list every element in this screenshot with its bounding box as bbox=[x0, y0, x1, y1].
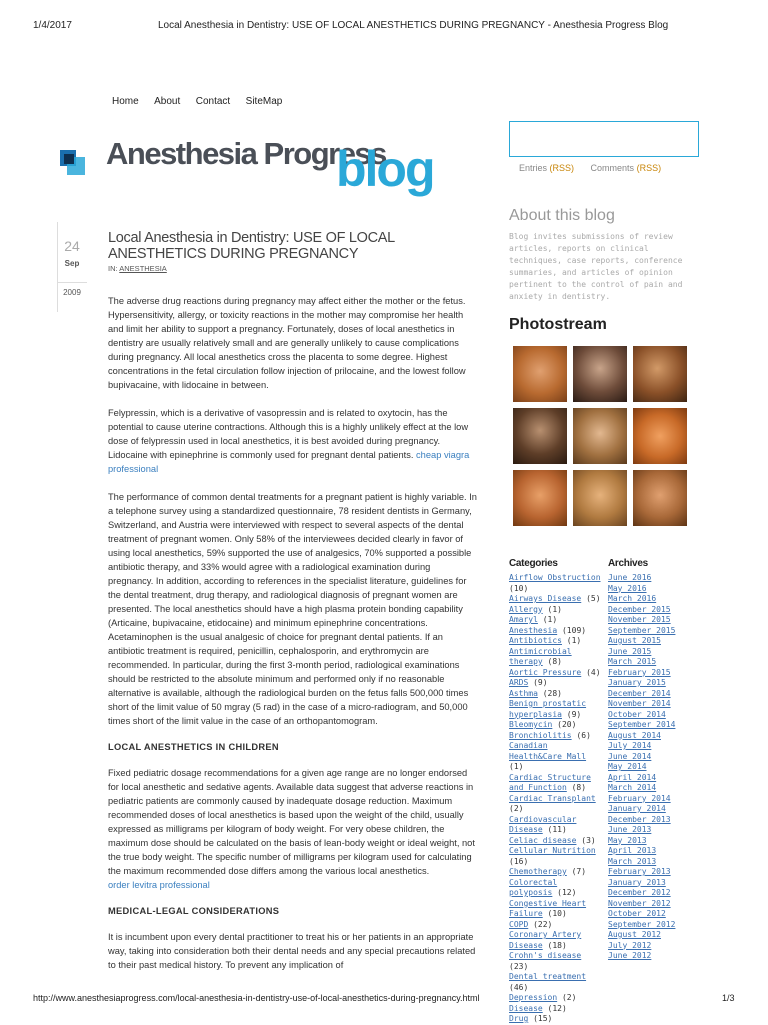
archive-link[interactable]: May 2013 bbox=[608, 835, 647, 845]
post-category-line bbox=[108, 264, 167, 273]
archive-item bbox=[608, 636, 700, 647]
category-item bbox=[509, 668, 601, 679]
category-link[interactable]: Drug bbox=[509, 1014, 529, 1023]
category-count: (4) bbox=[581, 667, 601, 677]
category-link[interactable]: Cellular Nutrition bbox=[509, 846, 596, 855]
search-input[interactable] bbox=[509, 121, 699, 157]
category-link[interactable]: Cardiovascular Disease bbox=[509, 814, 577, 834]
category-link[interactable]: Canadian Health&Care Mall bbox=[509, 741, 587, 761]
archive-item bbox=[608, 647, 700, 658]
archive-link[interactable]: November 2015 bbox=[608, 615, 671, 624]
category-count: (9) bbox=[561, 709, 582, 719]
category-link[interactable]: Aortic Pressure bbox=[509, 667, 582, 677]
category-item bbox=[509, 689, 601, 700]
archive-item bbox=[608, 878, 700, 889]
archive-link[interactable]: January 2014 bbox=[608, 804, 666, 813]
paragraph: It is incumbent upon every dental practitioner to treat his or her patients in an appropriate way, taking into consideration both their dental needs and any special precautions related to their past medical history. To prevent any implication of bbox=[108, 932, 476, 970]
category-item bbox=[509, 867, 601, 878]
logo-text[interactable]: Anesthesia Progress bbox=[106, 136, 386, 171]
photo-thumbnail[interactable] bbox=[513, 408, 567, 464]
category-count: (6) bbox=[571, 730, 591, 740]
archive-item bbox=[608, 951, 700, 962]
archive-link[interactable]: December 2013 bbox=[608, 814, 671, 824]
archive-link[interactable]: June 2014 bbox=[608, 751, 652, 761]
category-count: (20) bbox=[552, 720, 577, 729]
archive-link[interactable]: December 2015 bbox=[608, 604, 671, 614]
category-link[interactable]: Bronchiolitis bbox=[509, 730, 572, 740]
top-nav bbox=[112, 91, 293, 109]
archive-link[interactable]: March 2014 bbox=[608, 783, 657, 792]
archive-link[interactable]: August 2012 bbox=[608, 930, 661, 939]
category-count: (1) bbox=[561, 636, 582, 645]
archive-item bbox=[608, 584, 700, 595]
photo-thumbnail[interactable] bbox=[633, 470, 687, 526]
category-count: (9) bbox=[528, 678, 548, 687]
print-url: http://www.anesthesiaprogress.com/local-anesthesia-in-dentistry-use-of-local-anesthetics-during-pregnancy.html bbox=[33, 993, 480, 1003]
category-link[interactable]: Disease bbox=[509, 1003, 543, 1013]
archive-link[interactable]: May 2016 bbox=[608, 583, 647, 593]
archive-link[interactable]: February 2013 bbox=[608, 867, 671, 876]
archive-link[interactable]: January 2013 bbox=[608, 877, 666, 887]
category-count: (5) bbox=[581, 594, 601, 603]
archive-link[interactable]: February 2014 bbox=[608, 793, 671, 803]
category-item bbox=[509, 1014, 601, 1025]
category-link[interactable]: Colorectal polyposis bbox=[509, 877, 558, 897]
category-item bbox=[509, 573, 601, 594]
category-item bbox=[509, 951, 601, 972]
archive-link[interactable]: November 2014 bbox=[608, 699, 671, 708]
archive-item bbox=[608, 720, 700, 731]
archive-item bbox=[608, 920, 700, 931]
archive-item bbox=[608, 710, 700, 721]
category-item bbox=[509, 773, 601, 794]
category-count: (46) bbox=[509, 982, 529, 992]
category-link[interactable]: Cardiac Structure and Function bbox=[509, 772, 591, 792]
archive-item bbox=[608, 867, 700, 878]
print-title: Local Anesthesia in Dentistry: USE OF LOCAL ANESTHETICS DURING PREGNANCY - Anesthesia Progress Blog bbox=[158, 20, 669, 31]
archive-item bbox=[608, 857, 700, 868]
category-item bbox=[509, 594, 601, 605]
archive-item bbox=[608, 605, 700, 616]
archive-item bbox=[608, 804, 700, 815]
archive-link[interactable]: November 2012 bbox=[608, 898, 671, 908]
feed-links bbox=[519, 163, 661, 173]
category-count: (8) bbox=[566, 783, 587, 792]
photo-thumbnail[interactable] bbox=[633, 408, 687, 464]
archives-list bbox=[608, 573, 700, 962]
archive-link[interactable]: June 2015 bbox=[608, 646, 652, 656]
category-link[interactable]: COPD bbox=[509, 919, 529, 929]
category-link[interactable]: Anesthesia bbox=[509, 625, 558, 635]
category-item bbox=[509, 605, 601, 616]
archive-link[interactable]: June 2016 bbox=[608, 573, 652, 582]
archive-item bbox=[608, 825, 700, 836]
archive-item bbox=[608, 689, 700, 700]
category-count: (22) bbox=[528, 919, 553, 929]
category-count: (1) bbox=[537, 615, 558, 624]
archive-item bbox=[608, 930, 700, 941]
nav-sitemap[interactable]: SiteMap bbox=[245, 96, 283, 107]
photostream-title: Photostream bbox=[509, 316, 607, 333]
entries-rss-link[interactable]: (RSS) bbox=[549, 163, 575, 173]
category-item bbox=[509, 930, 601, 951]
archive-item bbox=[608, 762, 700, 773]
archive-link[interactable]: January 2015 bbox=[608, 678, 666, 687]
archive-link[interactable]: March 2013 bbox=[608, 856, 657, 866]
archive-item bbox=[608, 668, 700, 679]
category-item bbox=[509, 972, 601, 993]
archive-link[interactable]: May 2014 bbox=[608, 762, 647, 771]
archive-link[interactable]: August 2014 bbox=[608, 730, 661, 740]
date-rule bbox=[57, 282, 87, 283]
archive-item bbox=[608, 699, 700, 710]
archive-item bbox=[608, 836, 700, 847]
category-count: (2) bbox=[557, 993, 577, 1002]
category-item bbox=[509, 993, 601, 1004]
photo-thumbnail[interactable] bbox=[573, 470, 627, 526]
entries-label: Entries bbox=[519, 163, 548, 173]
nav-home[interactable]: Home bbox=[112, 96, 139, 107]
category-item bbox=[509, 741, 601, 773]
category-item bbox=[509, 836, 601, 847]
nav-about[interactable]: About bbox=[154, 96, 181, 107]
archive-item bbox=[608, 731, 700, 742]
category-count: (8) bbox=[542, 657, 562, 666]
section-heading: MEDICAL-LEGAL CONSIDERATIONS bbox=[108, 906, 280, 916]
category-count: (28) bbox=[537, 688, 562, 698]
inline-link[interactable]: order levitra professional bbox=[108, 880, 210, 890]
category-count: (18) bbox=[542, 940, 567, 950]
category-count: (23) bbox=[509, 961, 529, 971]
category-item bbox=[509, 699, 601, 720]
post-month: Sep bbox=[64, 259, 80, 268]
post-day: 24 bbox=[64, 238, 80, 254]
about-text: Blog invites submissions of review articles, reports on clinical techniques, case reports, conference summaries, and articles of opinion pertinent to the control of pain and anxiety in dentistry. bbox=[509, 232, 683, 301]
post-body bbox=[108, 294, 478, 986]
archive-item bbox=[608, 752, 700, 763]
category-count: (2) bbox=[509, 804, 524, 813]
paragraph bbox=[108, 406, 478, 476]
archive-item bbox=[608, 626, 700, 637]
category-count: (15) bbox=[528, 1014, 553, 1023]
comments-label: Comments bbox=[590, 163, 635, 173]
archive-link[interactable]: December 2014 bbox=[608, 688, 671, 698]
category-count: (3) bbox=[576, 835, 596, 845]
archive-link[interactable]: June 2013 bbox=[608, 825, 652, 834]
paragraph: The performance of common dental treatments for a pregnant patient is highly variable. In a telephone survey using a standardized questionnaire, 78 resident dentists in Germany, Switzerland, and Austria were interviewed with respect to several aspects of the dental treatment of pregnant women. Only 58% of the interviewees decided clearly in favor of using local anesthetics, 59% supported the use of analgesics, 70% supported a possible antibiotic therapy, and 33% would agree with a radiological examination during pregnancy. In addition, according to references in the specialist literature, guidelines for the dental treatment, drug therapy, and radiological diagnosis of pregnant women are presented. The local anesthetics should have a high plasma protein bonding capability (Articaine, bupivacaine, etidocaine) and minimum epinephrine concentrations. Acetaminophen is the usual analgesic of choice for pregnant dental patients. If an antibiotic treatment is required, penicillin, cephalosporin, and erythromycin are recommended. In particular, during the first 3-month period, radiological examinations should be restricted to the absolute minimum and performed only if no reasonable alternative is available, although the radiological burden on the fetus falls 500,000 times short of the limit value of 50 mgray (5 rad) in the case of a micro-radiogram, and 50,000 times short of the limit value in the case of an orthopantomogram. bbox=[108, 492, 477, 726]
archive-link[interactable]: December 2012 bbox=[608, 888, 671, 897]
paragraph-text: Felypressin, which is a derivative of vasopressin and is related to oxytocin, has the potential to cause uterine contractions. Although this is a highly unlikely effect at the low dose of felypressin used in local anesthetics, it is best avoided during pregnancy. Lidocaine with epinephrine is commonly used for pregnant dental patients. bbox=[108, 408, 469, 460]
about-title: About this blog bbox=[509, 207, 615, 224]
archives-title: Archives bbox=[608, 558, 648, 569]
inline-link[interactable]: cheap viagra professional bbox=[108, 450, 470, 474]
category-link[interactable]: Dental treatment bbox=[509, 972, 587, 981]
archive-link[interactable]: April 2014 bbox=[608, 772, 657, 782]
category-item bbox=[509, 647, 601, 668]
archive-item bbox=[608, 783, 700, 794]
photo-thumbnail[interactable] bbox=[573, 346, 627, 402]
category-count: (10) bbox=[542, 909, 567, 918]
logo-icon[interactable] bbox=[60, 150, 86, 176]
photo-thumbnail[interactable] bbox=[573, 408, 627, 464]
nav-contact[interactable]: Contact bbox=[195, 96, 231, 107]
category-item bbox=[509, 878, 601, 899]
logo-blog[interactable]: blog bbox=[336, 141, 434, 197]
archive-item bbox=[608, 657, 700, 668]
category-link[interactable]: Benign prostatic hyperplasia bbox=[509, 699, 587, 719]
comments-rss-link[interactable]: (RSS) bbox=[636, 163, 662, 173]
category-link[interactable]: Antibiotics bbox=[509, 636, 562, 645]
category-count: (1) bbox=[542, 604, 562, 614]
archive-item bbox=[608, 794, 700, 805]
category-link[interactable]: Airflow Obstruction bbox=[509, 573, 601, 582]
archive-link[interactable]: July 2012 bbox=[608, 940, 652, 950]
category-link[interactable]: ARDS bbox=[509, 678, 529, 687]
archive-item bbox=[608, 741, 700, 752]
archive-link[interactable]: March 2015 bbox=[608, 657, 657, 666]
archive-item bbox=[608, 815, 700, 826]
section-heading: LOCAL ANESTHETICS IN CHILDREN bbox=[108, 742, 279, 752]
archive-link[interactable]: June 2012 bbox=[608, 951, 652, 960]
category-link[interactable]: Airways Disease bbox=[509, 594, 582, 603]
category-item bbox=[509, 636, 601, 647]
archive-link[interactable]: September 2014 bbox=[608, 720, 676, 729]
category-link[interactable]: Crohn's disease bbox=[509, 951, 582, 960]
category-item bbox=[509, 815, 601, 836]
category-count: (109) bbox=[557, 625, 587, 635]
archive-link[interactable]: February 2015 bbox=[608, 667, 671, 677]
photo-thumbnail[interactable] bbox=[633, 346, 687, 402]
archive-item bbox=[608, 846, 700, 857]
print-page: 1/3 bbox=[722, 993, 735, 1003]
category-link[interactable]: ANESTHESIA bbox=[119, 264, 167, 273]
year-divider bbox=[57, 282, 58, 312]
archive-item bbox=[608, 941, 700, 952]
paragraph: Fixed pediatric dosage recommendations for a given age range are no longer endorsed for local anesthetic and sedative agents. Available data suggest that adverse reactions in pediatric patients are commonly caused by inadequate dosage reduction. Maximum recommended doses of local anesthetics is based upon the weight of the child, usually expressed as milligrams per kilogram of body weight. For very obese children, the maximum dose should be calculated on the basis of lean-body weight or ideal weight, not the true body weight. The specific number of milligrams per kilogram used for calculating the maximum recommended dose differs among the various local anesthetics. bbox=[108, 768, 475, 876]
category-link[interactable]: Allergy bbox=[509, 604, 543, 614]
category-item bbox=[509, 731, 601, 742]
archive-link[interactable]: October 2012 bbox=[608, 909, 666, 918]
photo-thumbnail[interactable] bbox=[513, 346, 567, 402]
category-link[interactable]: Bleomycin bbox=[509, 720, 553, 729]
category-link[interactable]: Congestive Heart Failure bbox=[509, 898, 587, 918]
archive-link[interactable]: September 2015 bbox=[608, 625, 676, 635]
category-item bbox=[509, 678, 601, 689]
category-link[interactable]: Celiac disease bbox=[509, 835, 577, 845]
archive-link[interactable]: July 2014 bbox=[608, 741, 652, 750]
category-count: (16) bbox=[509, 856, 529, 866]
archive-item bbox=[608, 678, 700, 689]
category-link[interactable]: Amaryl bbox=[509, 615, 538, 624]
archive-link[interactable]: March 2016 bbox=[608, 594, 657, 603]
category-item bbox=[509, 846, 601, 867]
category-link[interactable]: Chemotherapy bbox=[509, 867, 567, 876]
category-item bbox=[509, 615, 601, 626]
category-count: (12) bbox=[552, 888, 577, 897]
category-link[interactable]: Cardiac Transplant bbox=[509, 793, 596, 803]
category-item bbox=[509, 1004, 601, 1015]
paragraph: The adverse drug reactions during pregnancy may affect either the mother or the fetus. Hypersensitivity, allergy, or toxicity reactions in the mother may compromise her health and limit her ability to support a pregnancy. Fortunately, doses of local anesthetics in dentistry are usually relatively small and are generally unlikely to cause complications during pregnancy. All local anesthetics cross the placenta to some degree. Highest concentrations in the fetal circulation follow injection of prilocaine, and the lowest follow bupivacaine, with lidocaine in between. bbox=[108, 296, 466, 390]
post-year: 2009 bbox=[63, 288, 81, 297]
archive-link[interactable]: April 2013 bbox=[608, 846, 657, 855]
category-item bbox=[509, 720, 601, 731]
category-count: (1) bbox=[509, 762, 524, 771]
category-link[interactable]: Depression bbox=[509, 993, 558, 1002]
categories-title: Categories bbox=[509, 558, 558, 569]
archive-item bbox=[608, 899, 700, 910]
category-count: (7) bbox=[566, 867, 587, 876]
archive-item bbox=[608, 909, 700, 920]
archive-item bbox=[608, 573, 700, 584]
photo-thumbnail[interactable] bbox=[513, 470, 567, 526]
archive-item bbox=[608, 615, 700, 626]
category-count: (12) bbox=[542, 1003, 567, 1013]
archive-link[interactable]: August 2015 bbox=[608, 636, 661, 645]
categories-list bbox=[509, 573, 601, 1025]
category-count: (11) bbox=[542, 825, 567, 834]
archive-item bbox=[608, 594, 700, 605]
post-title[interactable]: Local Anesthesia in Dentistry: USE OF LOCAL ANESTHETICS DURING PREGNANCY bbox=[108, 230, 395, 262]
category-link[interactable]: Asthma bbox=[509, 688, 538, 698]
archive-item bbox=[608, 773, 700, 784]
print-date: 1/4/2017 bbox=[33, 20, 72, 31]
category-item bbox=[509, 794, 601, 815]
archive-link[interactable]: September 2012 bbox=[608, 919, 676, 929]
category-item bbox=[509, 626, 601, 637]
paragraph bbox=[108, 878, 478, 892]
category-link[interactable]: Antimicrobial therapy bbox=[509, 646, 572, 666]
archive-link[interactable]: October 2014 bbox=[608, 709, 666, 719]
category-count: (10) bbox=[509, 583, 529, 593]
category-item bbox=[509, 899, 601, 920]
category-item bbox=[509, 920, 601, 931]
in-label: IN: bbox=[108, 264, 118, 273]
archive-item bbox=[608, 888, 700, 899]
category-link[interactable]: Coronary Artery Disease bbox=[509, 930, 582, 950]
